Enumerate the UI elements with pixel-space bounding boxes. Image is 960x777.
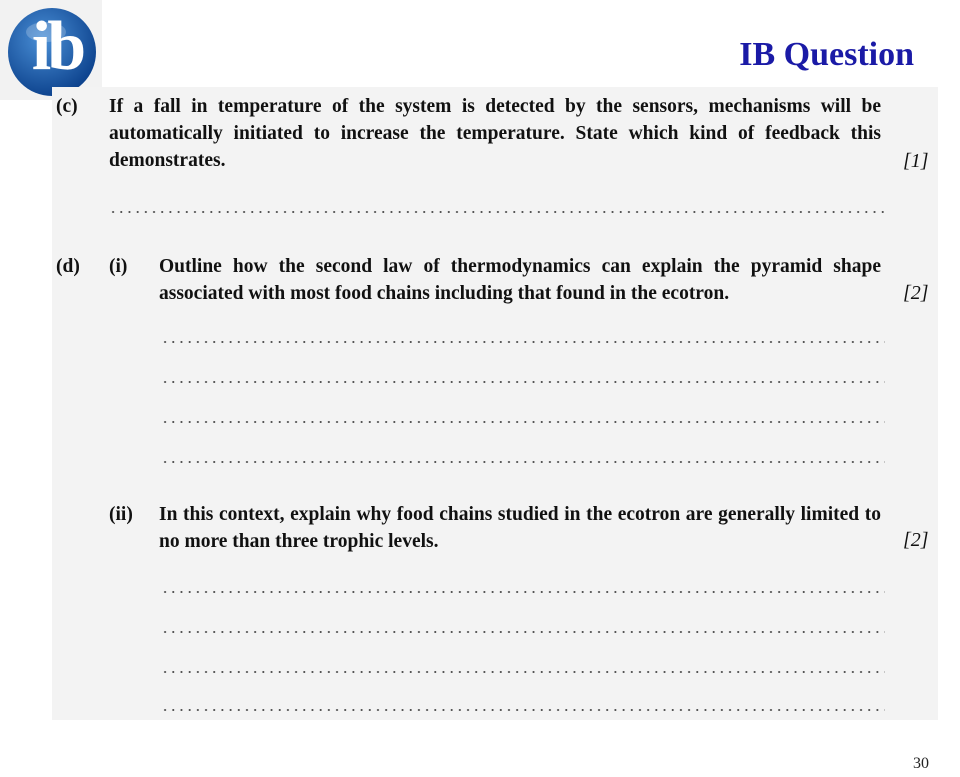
- question-d-label: (d): [56, 256, 80, 277]
- answer-line-d-i-4: [161, 459, 885, 465]
- question-c-label: (c): [56, 96, 78, 117]
- answer-line-d-ii-3: [161, 669, 885, 675]
- answer-line-d-i-2: [161, 379, 885, 385]
- slide-title: IB Question: [739, 36, 914, 73]
- question-d-ii-marks: [2]: [903, 529, 929, 551]
- question-d-ii-text: In this context, explain why food chains studied in the ecotron are generally limited to no more than three trophic levels.: [159, 504, 881, 552]
- question-c-marks: [1]: [903, 150, 929, 172]
- answer-line-c-1: [109, 209, 885, 215]
- answer-line-d-i-3: [161, 419, 885, 425]
- page-number: 30: [910, 750, 932, 777]
- answer-line-d-ii-2: [161, 629, 885, 635]
- question-d-i-text: Outline how the second law of thermodynamics can explain the pyramid shape associated with most food chains including that found in the ecotron.: [159, 256, 881, 304]
- exam-question-scan: [52, 87, 938, 772]
- answer-line-d-ii-1: [161, 589, 885, 595]
- ib-logo: [0, 0, 102, 100]
- question-c-text: If a fall in temperature of the system is detected by the sensors, mechanisms will be automatically initiated to increase the temperature. State which kind of feedback this demonstrates.: [109, 96, 881, 171]
- answer-line-d-i-1: [161, 339, 885, 345]
- ib-logo-text: ib: [31, 8, 83, 85]
- question-d-i-marks: [2]: [903, 282, 929, 304]
- answer-line-d-ii-4: [161, 707, 885, 713]
- question-d-i-label: (i): [109, 256, 128, 277]
- question-d-ii-label: (ii): [109, 504, 133, 525]
